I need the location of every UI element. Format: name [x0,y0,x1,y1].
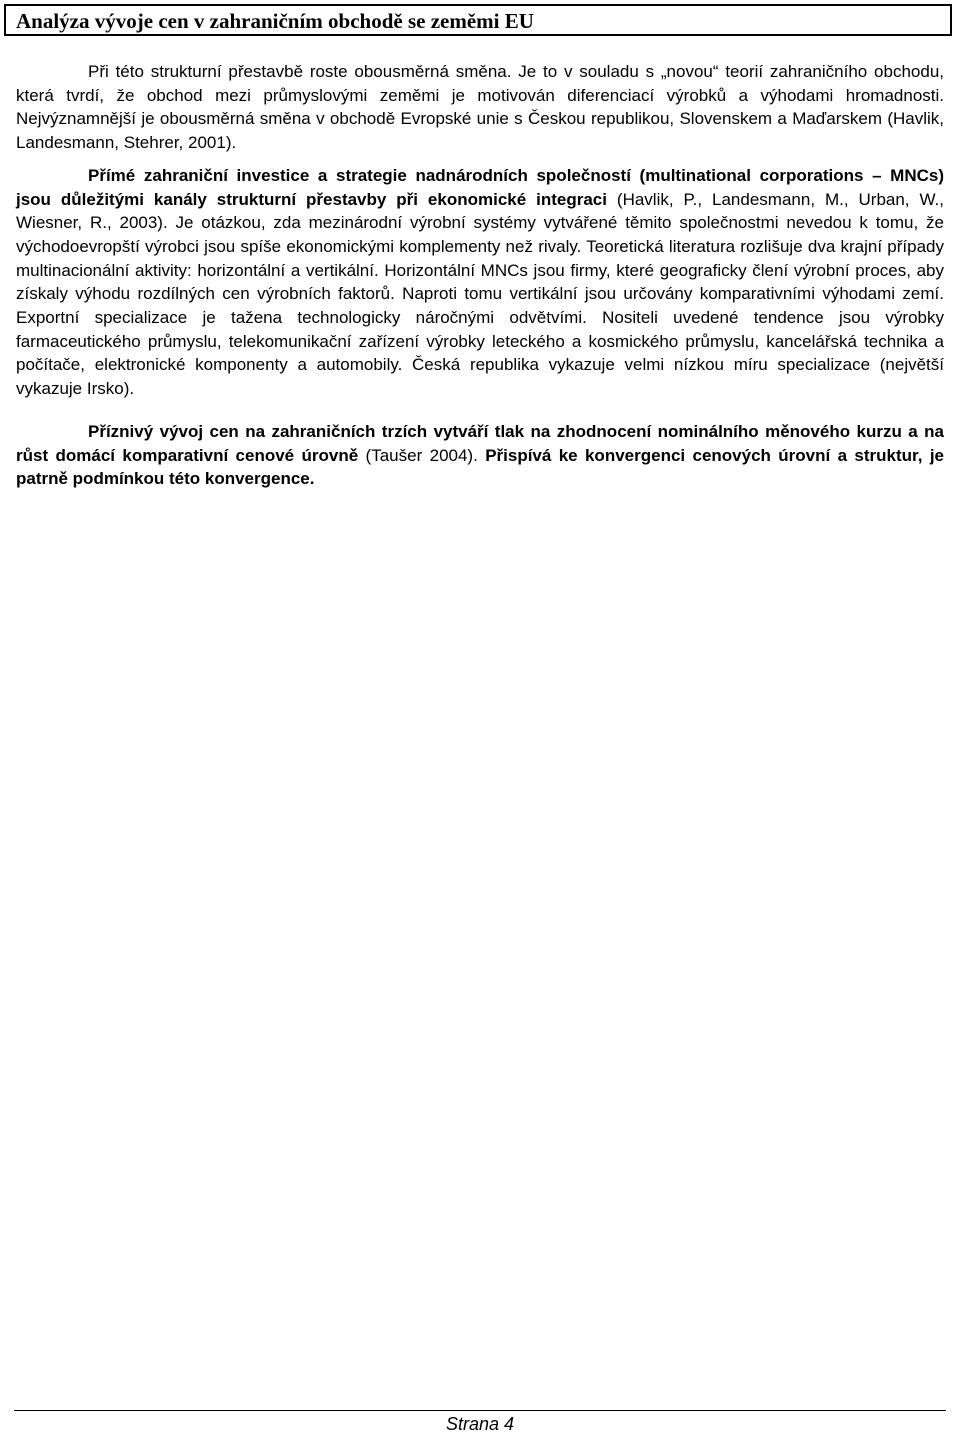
paragraph-foreign-investment [16,164,944,401]
page-header [4,4,952,36]
paragraph-bold-lead: Přímé zahraniční investice a strategie nadnárodních společností (multinational corporations – MNCs) jsou důležitými kanály strukturní přestavby při ekonomické integraci [16,165,944,209]
paragraph-citation: (Taušer 2004). [358,445,486,465]
document-body [16,60,944,491]
paragraph-text: (Havlik, P., Landesmann, M., Urban, W., Wiesner, R., 2003). Je otázkou, zda mezinárodní výrobní systémy vytvářené těmito společnostmi nevedou k tomu, že východoevropští výrobci jsou spíše ekonomickými komplementy než rivaly. Teoretická literatura rozlišuje dva krajní případy multinacionální aktivity: horizontální a vertikální. Horizontální MNCs jsou firmy, které geograficky člení výrobní proces, aby získaly výhodu rozdílných cen výrobních faktorů. Naproti tomu vertikální jsou určovány komparativními výhodami zemí. Exportní specializace je tažena technologicky náročnými odvětvími. Nositeli uvedené tendence jsou výrobky farmaceutického průmyslu, telekomunikační zařízení výrobky leteckého a kosmického průmyslu, kancelářská technika a počítače, elektronické komponenty a automobily. Česká republika vykazuje velmi nízkou míru specializace (největší vykazuje Irsko). [16,189,945,399]
paragraph-bold-lead: Příznivý vývoj cen na zahraničních trzích vytváří tlak na zhodnocení nominálního měnového kurzu a na růst domácí komparativní cenové úrovně [16,421,944,465]
footer-divider [14,1410,946,1411]
paragraph-bold-conclusion: Přispívá ke konvergenci cenových úrovní a struktur, je patrně podmínkou této konvergence. [16,445,944,489]
header-title: Analýza vývoje cen v zahraničním obchodě se zeměmi EU [16,9,534,33]
paragraph-price-development [16,420,944,491]
page-number: Strana 4 [445,1414,515,1434]
paragraph-two-way-trade [16,60,944,155]
paragraph-text: Při této strukturní přestavbě roste obousměrná směna. Je to v souladu s „novou“ teorií zahraničního obchodu, která tvrdí, že obchod mezi průmyslovými zeměmi je motivován diferenciací výrobků a výhodami hromadnosti. Nejvýznamnější je obousměrná směna v obchodě Evropské unie s Českou republikou, Slovenskem a Maďarskem (Havlik, Landesmann, Stehrer, 2001). [16,62,944,153]
